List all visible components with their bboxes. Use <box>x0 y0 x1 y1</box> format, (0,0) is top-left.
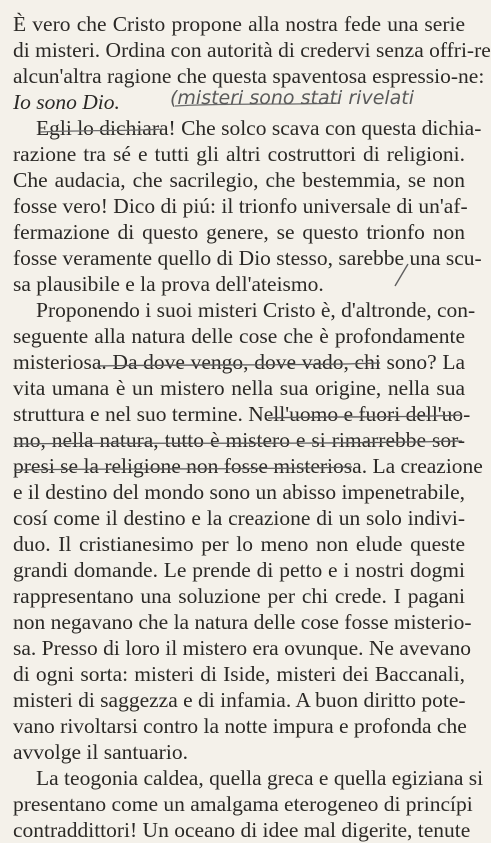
text-line: alcun'altra ragione che questa spaventosa espressio-ne: <box>13 64 485 88</box>
text-line: struttura e nel suo termine. Nell'uomo e fuori dell'uo- <box>13 402 471 426</box>
text-line: La teogonia caldea, quella greca e quella egiziana si <box>36 766 484 790</box>
text-line-end: ne: <box>458 64 485 88</box>
text-line-end: re <box>474 38 491 62</box>
text-line: di ogni sorta: misteri di Iside, misteri dei Baccanali, <box>13 662 465 686</box>
text-line: vano rivoltarsi contro la notte impura e profonda che <box>13 714 467 738</box>
text-line: presi se la religione non fosse misteriosa. La creazione <box>13 454 483 478</box>
text-line: vita umana è un mistero nella sua origine, nella sua <box>13 376 465 400</box>
text-line: Egli lo dichiara! Che solco scava con questa dichia- <box>36 116 482 140</box>
text-line: fermazione di questo genere, se questo trionfo non <box>13 220 465 244</box>
text-line: avvolge il santuario. <box>13 740 188 764</box>
text-line: rappresentano una soluzione per chi crede. I pagani <box>13 584 465 608</box>
italic-quote: Io sono Dio. <box>13 90 120 114</box>
text-line: presentano come un amalgama eterogeneo di princípi <box>13 792 473 816</box>
text-line: misteriosa. Da dove vengo, dove vado, chi sono? La <box>13 350 465 374</box>
text-line: fosse veramente quello di Dio stesso, sarebbe una scu- <box>13 246 482 270</box>
text-line: seguente alla natura delle cose che è profondamente <box>13 324 465 348</box>
text-line: grandi domande. Le prende di petto e i nostri dogmi <box>13 558 465 582</box>
text-line: sa. Presso di loro il mistero era ovunque. Ne avevano <box>13 636 471 660</box>
text-line: duo. Il cristianesimo per lo meno non elude queste <box>13 532 465 556</box>
text-line <box>13 89 465 115</box>
text-line: Proponendo i suoi misteri Cristo è, d'altronde, con- <box>36 298 476 322</box>
text-line: fosse vero! Dico di piú: il trionfo universale di un'af- <box>13 194 468 218</box>
text-line: contraddittori! Un oceano di idee mal digerite, tenute <box>13 818 471 842</box>
text-line: misteri di saggezza e di infamia. A buon diritto pote- <box>13 688 466 712</box>
text-line: È vero che Cristo propone alla nostra fede una serie <box>13 12 465 36</box>
text-line: sa plausibile e la prova dell'ateismo. <box>13 272 324 296</box>
margin-note: (misteri sono stati rivelati <box>170 87 415 109</box>
text-line: e il destino del mondo sono un abisso impenetrabile, <box>13 480 466 504</box>
text-line: cosí come il destino e la creazione di un solo indivi- <box>13 506 465 530</box>
text-line: mo, nella natura, tutto è mistero e si rimarrebbe sor- <box>13 428 465 452</box>
text-line: Che audacia, che sacrilegio, che bestemmia, se non <box>13 168 465 192</box>
text-line: di misteri. Ordina con autorità di credervi senza offri-re <box>13 38 491 62</box>
text-line: non negavano che la natura delle cose fosse misterio- <box>13 610 472 634</box>
text-line: razione tra sé e tutti gli altri costruttori di religioni. <box>13 142 465 166</box>
